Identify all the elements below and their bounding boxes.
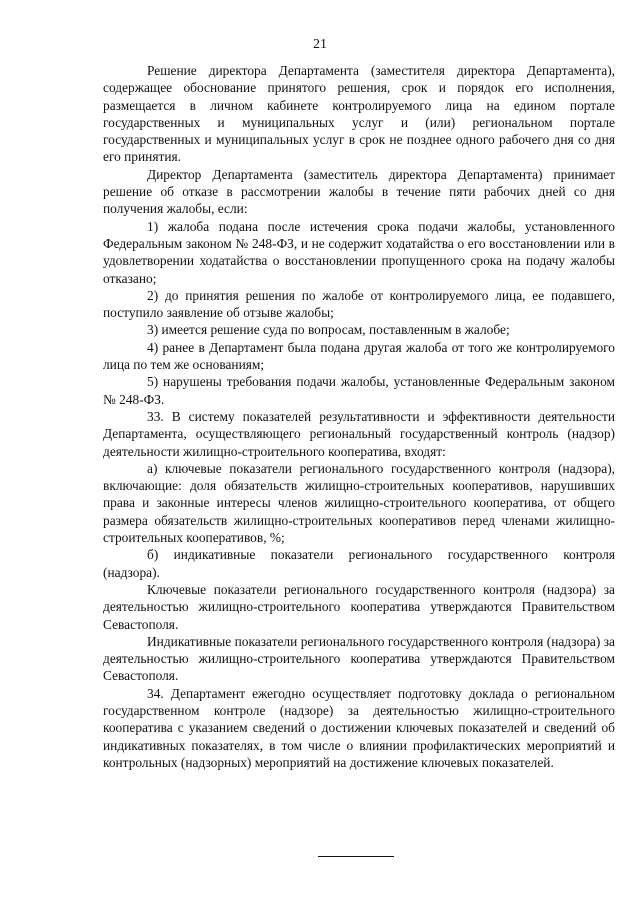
section-33-item-b: б) индикативные показатели регионального государственного контроля (надзора). [103, 547, 615, 580]
paragraph-decision-publication: Решение директора Департамента (заместителя директора Департамента), содержащее обоснование принятого решения, срок и порядок его исполнения, размещается в личном кабинете контролируемого лица на едином портале государственных и муниципальных услуг и (или) региональном портале государственных и муниципальных услуг в срок не позднее одного рабочего дня со дня его принятия. [103, 63, 615, 165]
list-item-1: 1) жалоба подана после истечения срока подачи жалобы, установленного Федеральным законом № 248-ФЗ, и не содержит ходатайства о его восстановлении или в удовлетворении ходатайства о восстановлении пропущенного срока на подачу жалобы отказано; [103, 218, 615, 286]
paragraph-indicative-indicators: Индикативные показатели регионального государственного контроля (надзора) за деятельностью жилищно-строительного кооператива утверждаются Правительством Севастополя. [103, 633, 615, 684]
list-item-4: 4) ранее в Департамент была подана другая жалоба от того же контролируемого лица по тем же основаниям; [103, 339, 615, 373]
paragraph-refusal-intro: Директор Департамента (заместитель директора Департамента) принимает решение об отказе в рассмотрении жалобы в течение пяти рабочих дней со дня получения жалобы, если: [103, 166, 615, 217]
footer-divider [318, 856, 394, 857]
list-item-5: 5) нарушены требования подачи жалобы, установленные Федеральным законом № 248-ФЗ. [103, 374, 615, 407]
section-34: 34. Департамент ежегодно осуществляет подготовку доклада о региональном государственном контроле (надзоре) за деятельностью жилищно-строительного кооператива с указанием сведений о достижении ключевых показателей и сведений об индикативных показателях, в том числе о влиянии профилактических мероприятий и контрольных (надзорных) мероприятий на достижение ключевых показателей. [103, 685, 615, 770]
section-33-item-a: а) ключевые показатели регионального государственного контроля (надзора), включающие: доля обязательств жилищно-строительных кооперативов, нарушивших права и законные интересы членов жилищно-строительного кооператива, от общего размера обязательств жилищно-строительных кооперативов перед членами жилищно-строительных кооперативов, %; [103, 460, 615, 546]
list-item-3: 3) имеется решение суда по вопросам, поставленным в жалобе; [147, 322, 510, 338]
section-33-intro: 33. В систему показателей результативности и эффективности деятельности Департамента, осуществляющего региональный государственный контроль (надзор) деятельности жилищно-строительного кооператива, входят: [103, 408, 615, 459]
list-item-2: 2) до принятия решения по жалобе от контролируемого лица, ее подавшего, поступило заявление об отзыве жалобы; [103, 287, 615, 321]
page-number: 21 [313, 37, 327, 52]
paragraph-key-indicators: Ключевые показатели регионального государственного контроля (надзора) за деятельностью жилищно-строительного кооператива утверждаются Правительством Севастополя. [103, 581, 615, 632]
document-body [103, 62, 615, 771]
